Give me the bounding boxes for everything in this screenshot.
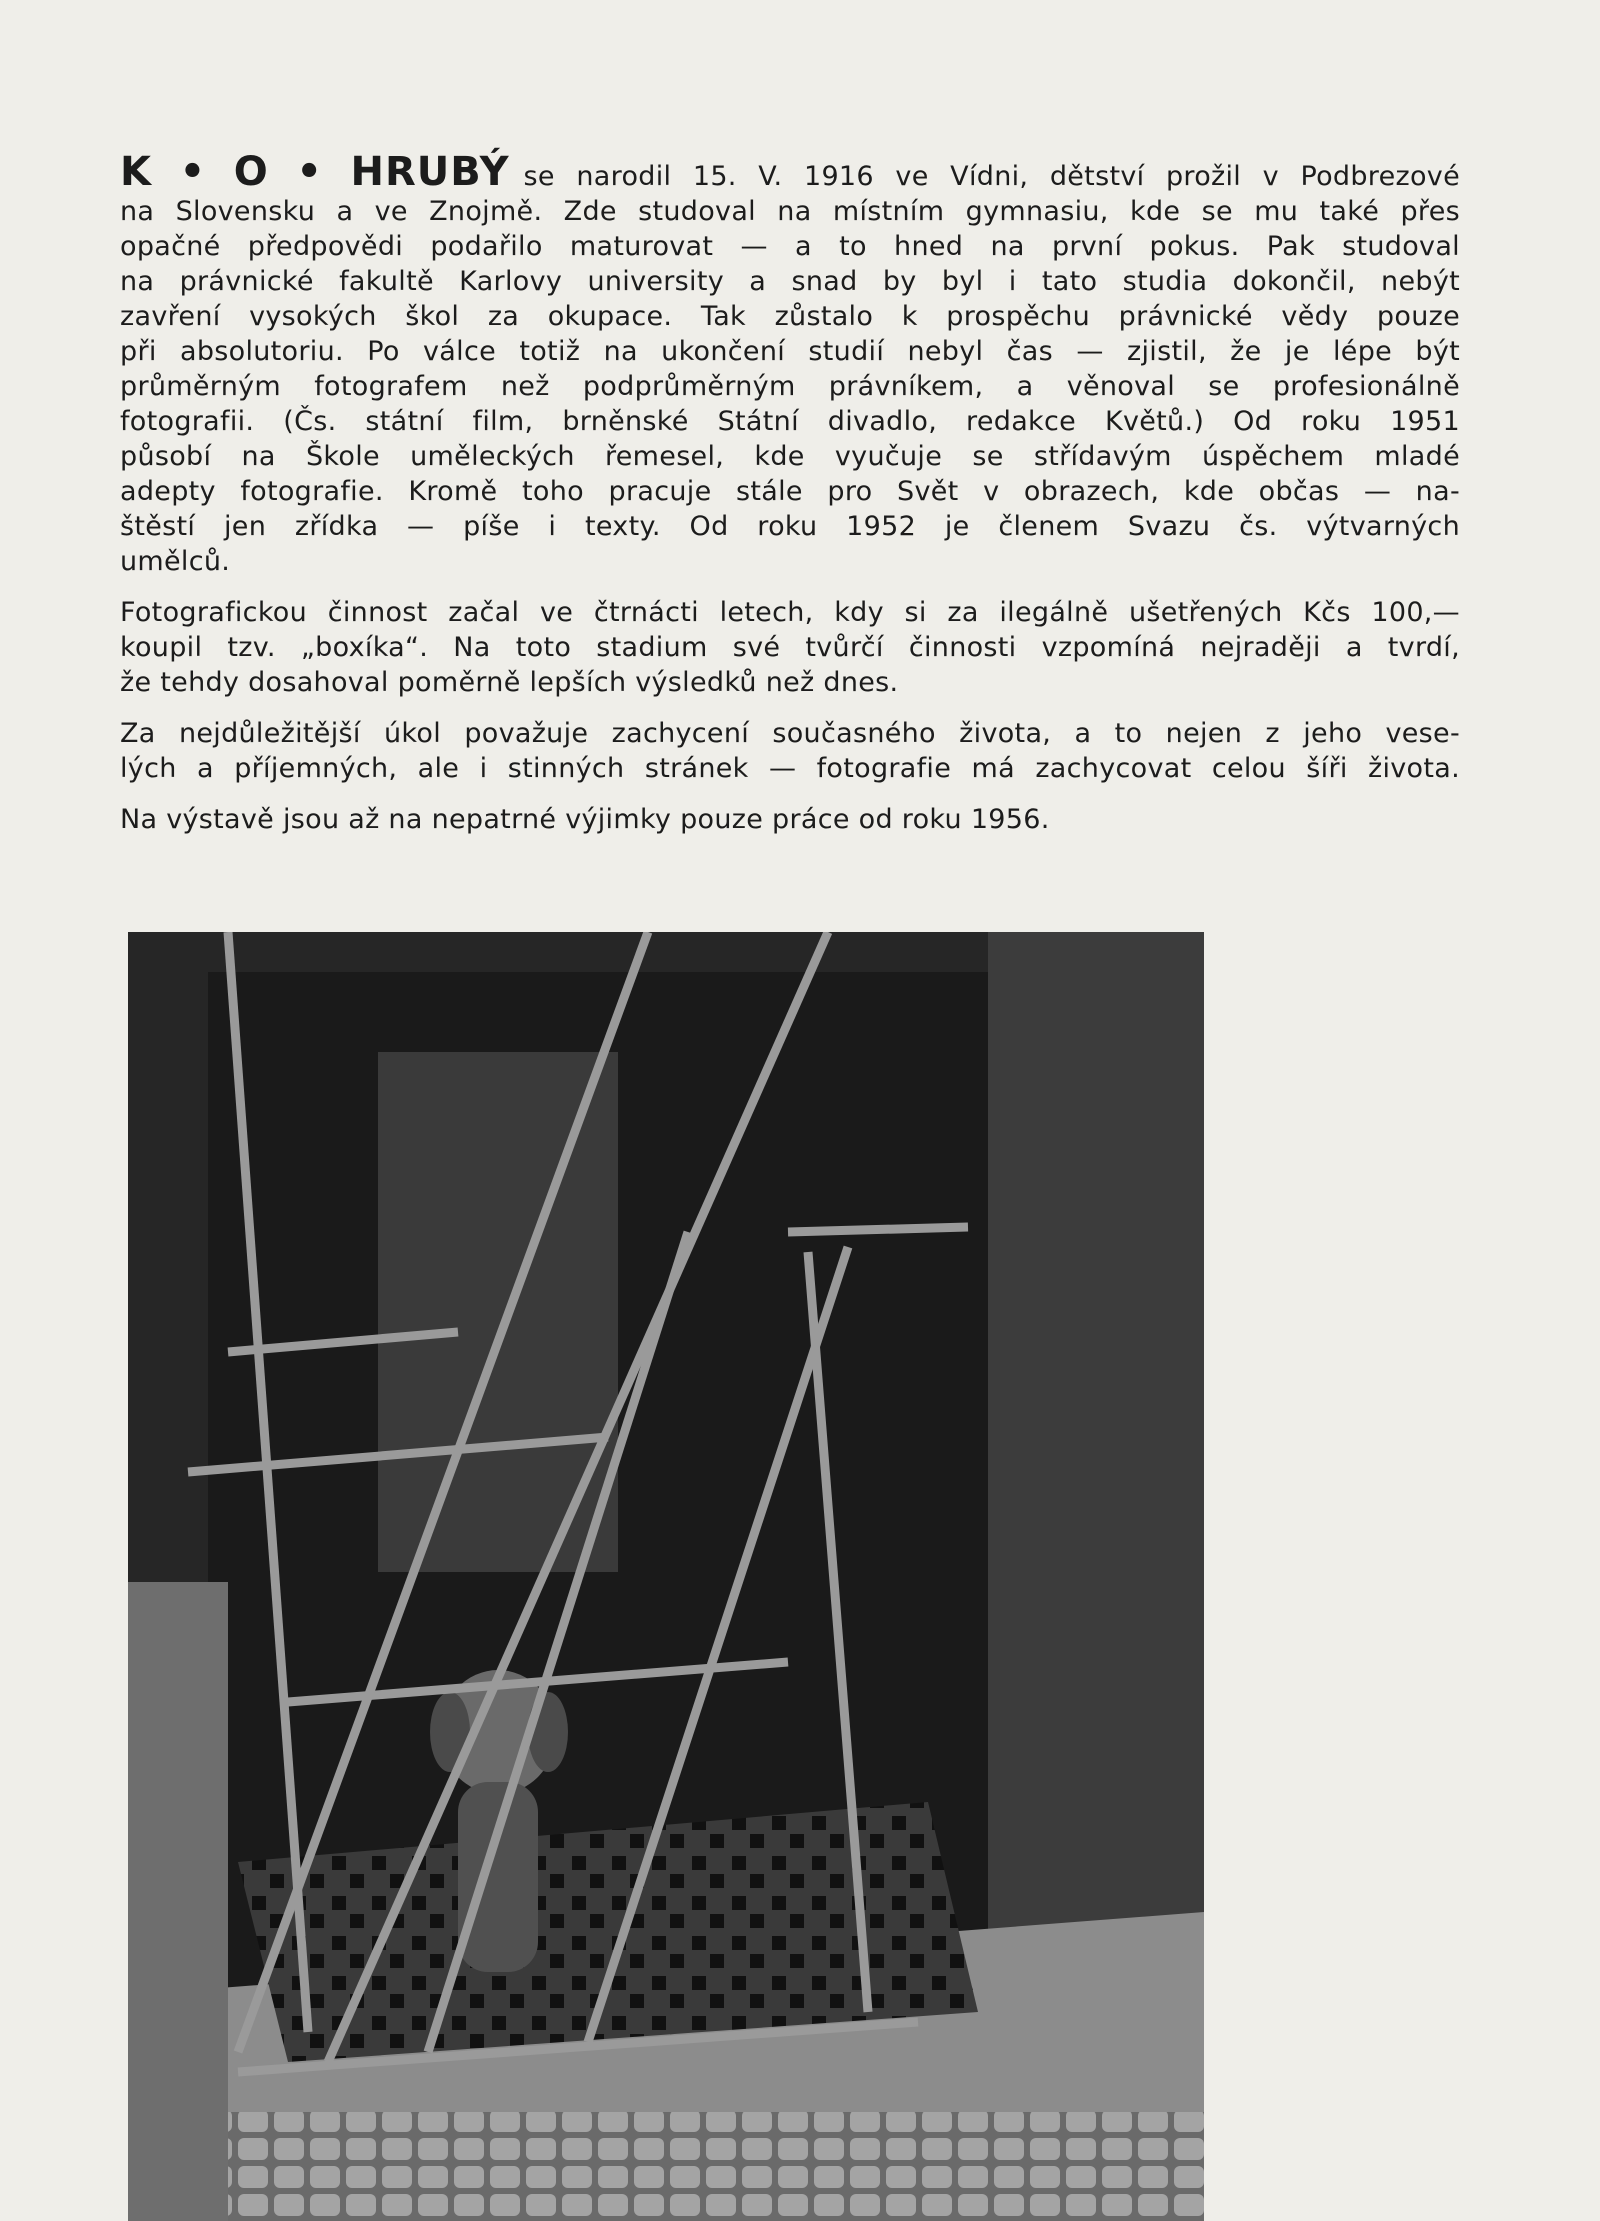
text-line: působí na Škole uměleckých řemesel, kde vyučuje se střídavým úspěchem mladé xyxy=(120,441,1460,472)
text-line: štěstí jen zřídka — píše i texty. Od roku 1952 je členem Svazu čs. výtvarných xyxy=(120,511,1460,542)
author-name-heading: K • O • HRUBÝ xyxy=(120,149,510,195)
text-line: průměrným fotografem než podprůměrným právníkem, a věnoval se profesionálně xyxy=(120,371,1460,402)
text-line: na právnické fakultě Karlovy university a snad by byl i tato studia dokončil, nebýt xyxy=(120,266,1460,297)
text-line: umělců. xyxy=(120,546,231,577)
text-line: lých a příjemných, ale i stinných stránek — fotografie má zachycovat celou šíři života. xyxy=(120,753,1460,784)
text-line: adepty fotografie. Kromě toho pracuje stále pro Svět v obrazech, kde občas — na- xyxy=(120,476,1460,507)
text-line: Fotografickou činnost začal ve čtrnácti letech, kdy si za ilegálně ušetřených Kčs 100,— xyxy=(120,597,1460,628)
text-line: Za nejdůležitější úkol považuje zachycení současného života, a to nejen z jeho vese- xyxy=(120,718,1460,749)
text-line: na Slovensku a ve Znojmě. Zde studoval na místním gymnasiu, kde se mu také přes xyxy=(120,196,1460,227)
left-wall xyxy=(128,1582,228,2221)
text-line: Na výstavě jsou až na nepatrné výjimky pouze práce od roku 1956. xyxy=(120,804,1050,835)
photograph-dog-behind-gate xyxy=(128,932,1204,2221)
text-span: se narodil 15. V. 1916 ve Vídni, dětství prožil v Podbrezové xyxy=(523,161,1460,192)
cobblestones xyxy=(128,2112,1204,2221)
text-line: opačné předpovědi podařilo maturovat — a to hned na první pokus. Pak studoval xyxy=(120,231,1460,262)
paragraph-first-camera xyxy=(120,595,1460,700)
paragraph-biography xyxy=(120,150,1460,579)
text-line: že tehdy dosahoval poměrně lepších výsledků než dnes. xyxy=(120,667,899,698)
text-line: při absolutoriu. Po válce totiž na ukončení studií nebyl čas — zjistil, že je lépe být xyxy=(120,336,1460,367)
paragraph-mission xyxy=(120,716,1460,786)
text-line: koupil tzv. „boxíka“. Na toto stadium své tvůrčí činnosti vzpomíná nejraději a tvrdí, xyxy=(120,632,1460,663)
text-line: zavření vysokých škol za okupace. Tak zůstalo k prospěchu právnické vědy pouze xyxy=(120,301,1460,332)
paragraph-exhibition xyxy=(120,802,1460,837)
text-line: fotografii. (Čs. státní film, brněnské Státní divadlo, redakce Květů.) Od roku 1951 xyxy=(120,406,1460,437)
text-line xyxy=(120,150,1460,194)
biography-text xyxy=(120,150,1460,853)
right-wall xyxy=(988,932,1204,1992)
